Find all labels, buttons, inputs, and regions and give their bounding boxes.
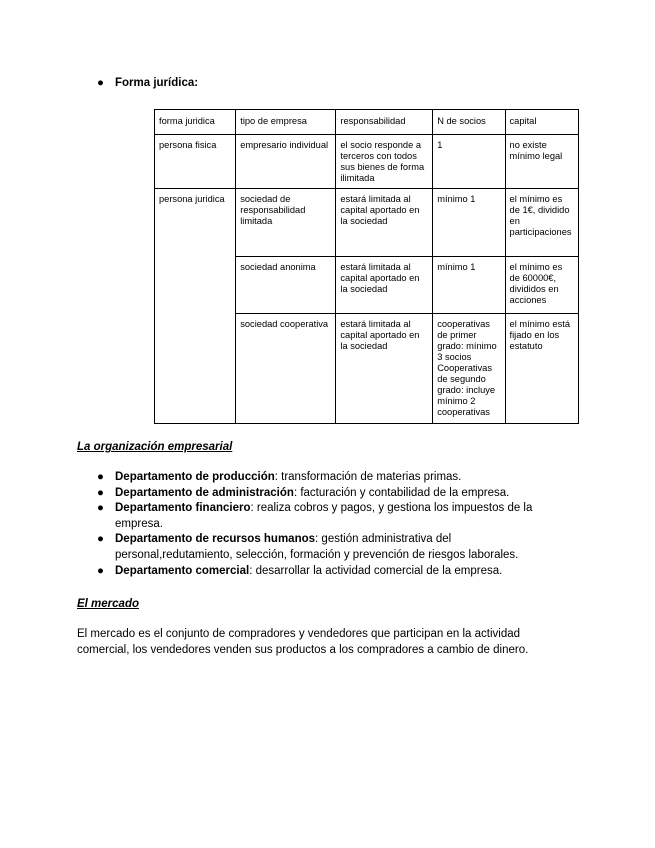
forma-juridica-table <box>154 109 579 424</box>
bullet-icon: ● <box>97 471 104 483</box>
table-cell: 1 <box>433 135 505 189</box>
table-cell: estará limitada al capital aportado en la sociedad <box>336 189 433 257</box>
mercado-paragraph: El mercado es el conjunto de compradores y vendedores que participan en la actividad comercial, los vendedores venden sus productos a los compradores a cambio de dinero. <box>77 628 529 656</box>
table-header-cell: tipo de empresa <box>236 110 336 135</box>
bullet-icon: ● <box>97 564 104 577</box>
table-cell: persona fisica <box>155 135 236 189</box>
organizacion-heading: La organización empresarial <box>77 441 233 453</box>
bullet-icon: ● <box>97 533 104 546</box>
bullet-icon: ● <box>97 77 104 89</box>
departamento-desc: : facturación y contabilidad de la empresa. <box>293 486 510 499</box>
departamento-desc: : desarrollar la actividad comercial de la empresa. <box>249 564 503 577</box>
table-cell: mínimo 1 <box>433 189 505 257</box>
table-cell: el mínimo está fijado en los estatuto <box>505 314 578 424</box>
table-header-cell: forma juridica <box>155 110 236 135</box>
table-cell: sociedad anonima <box>236 257 336 314</box>
departamento-desc: : transformación de materias primas. <box>274 471 462 483</box>
table-cell: estará limitada al capital aportado en la sociedad <box>336 314 433 424</box>
table-row <box>155 189 579 257</box>
list-item <box>77 501 557 532</box>
table-cell: mínimo 1 <box>433 257 505 314</box>
table-cell: sociedad de responsabilidad limitada <box>236 189 336 257</box>
departamento-label: Departamento de recursos humanos <box>115 533 316 546</box>
table-row <box>155 135 579 189</box>
forma-juridica-title: Forma jurídica: <box>115 77 199 89</box>
list-item <box>77 470 557 486</box>
departamento-label: Departamento de administración <box>115 486 294 499</box>
table-cell: persona juridica <box>155 189 236 424</box>
departamento-desc: : gestión administrativa del personal,redutamiento, selección, formación y prevención de riesgos laborales. <box>115 533 519 561</box>
bullet-icon: ● <box>97 486 104 499</box>
departamento-label: Departamento comercial <box>115 564 250 577</box>
table-header-cell: capital <box>505 110 578 135</box>
table-cell: estará limitada al capital aportado en la sociedad <box>336 257 433 314</box>
list-item <box>77 532 557 563</box>
table-cell: empresario individual <box>236 135 336 189</box>
table-header-cell: N de socios <box>433 110 505 135</box>
bullet-icon: ● <box>97 502 104 515</box>
table-cell: cooperativas de primer grado: mínimo 3 socios Cooperativas de segundo grado: incluye mínimo 2 cooperativas <box>433 314 505 424</box>
departamentos-list <box>77 470 557 579</box>
departamento-label: Departamento financiero <box>115 502 251 515</box>
table-cell: el mínimo es de 1€, dividido en participaciones <box>505 189 578 257</box>
table-cell: el mínimo es de 60000€, divididos en acciones <box>505 257 578 314</box>
mercado-heading: El mercado <box>77 598 139 610</box>
departamento-desc: : realiza cobros y pagos, y gestiona los impuestos de la empresa. <box>115 502 533 530</box>
list-item <box>77 486 557 502</box>
forma-juridica-bullet-item <box>97 77 198 89</box>
departamento-label: Departamento de producción <box>115 471 275 483</box>
table-cell: sociedad cooperativa <box>236 314 336 424</box>
table-cell: no existe mínimo legal <box>505 135 578 189</box>
table-header-cell: responsabilidad <box>336 110 433 135</box>
list-item <box>77 564 557 580</box>
table-header-row <box>155 110 579 135</box>
table-cell: el socio responde a terceros con todos sus bienes de forma ilimitada <box>336 135 433 189</box>
